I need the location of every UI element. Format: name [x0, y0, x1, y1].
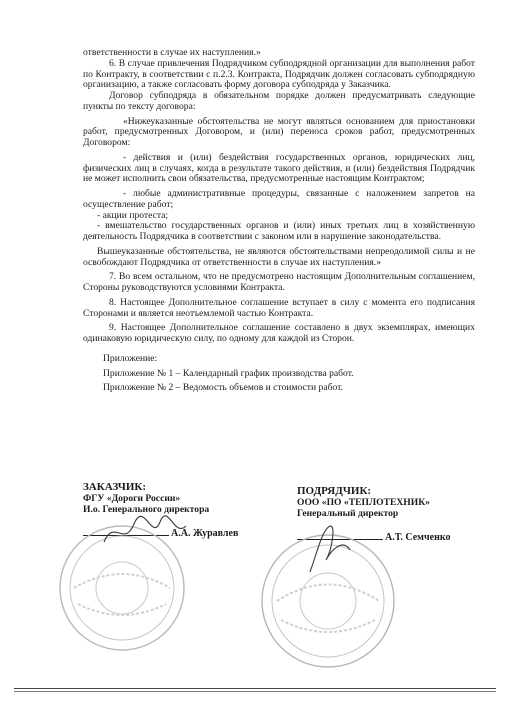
contractor-heading: ПОДРЯДЧИК:	[297, 485, 372, 497]
contractor-position: Генеральный директор	[297, 508, 399, 519]
list-item-state-actions: - действия и (или) бездействия государственных органов, юридических лиц, физических лиц в случаях, когда в результате такого действия, и (или) бездействия Подрядчик не может исполнить свои обязательства, предусмотренные настоящим Контрактом;	[83, 151, 475, 185]
contract-body	[83, 48, 475, 394]
contractor-signature-icon	[300, 520, 360, 580]
list-item-administrative: - любые административные процедуры, связанные с наложением запретов на осуществление работ;	[83, 188, 475, 210]
bottom-edge-rule	[14, 688, 496, 692]
attachment-item-2: Приложение № 2 – Ведомость объемов и стоимости работ.	[103, 382, 343, 394]
contractor-signatory: А.Т. Семченко	[385, 532, 451, 543]
paragraph-clause-7: 7. Во всем остальном, что не предусмотрено настоящим Дополнительным соглашением, Стороны руководствуются условиями Контракта.	[83, 271, 475, 293]
contractor-organization: ООО «ПО «ТЕПЛОТЕХНИК»	[297, 497, 430, 508]
paragraph-force-circumstances: «Нижеуказанные обстоятельства не могут являться основанием для приостановки работ, предусмотренных Договором, и (или) переноса сроков работ, предусмотренных Договором:	[83, 115, 475, 148]
attachment-item-1: Приложение № 1 – Календарный график производства работ.	[103, 367, 354, 379]
paragraph-clause-6: 6. В случае привлечения Подрядчиком субподрядной организации для выполнения работ по Контракту, в соответствии с п.2.3. Контракта, Подрядчик должен согласовать субподрядную организацию, а также согласовать форму договора субподряда у Заказчика.	[83, 57, 475, 91]
paragraph-clause-8: 8. Настоящее Дополнительное соглашение вступает в силу с момента его подписания Сторонами и является неотъемлемой частью Контракта.	[83, 296, 475, 319]
customer-organization: ФГУ «Дороги России»	[83, 493, 181, 504]
paragraph-continuation: ответственности в случае их наступления.»	[83, 47, 261, 58]
list-item-protests: - акции протеста;	[97, 209, 169, 221]
customer-signatory: А.А. Журавлев	[171, 528, 239, 539]
list-item-interference: - вмешательство государственных органов и (или) иных третьих лиц в хозяйственную деятельность Подрядчика в соответствии с законом или в нарушение законодательства.	[83, 220, 475, 242]
customer-signature-icon	[100, 512, 190, 552]
customer-position: И.о. Генерального директора	[83, 504, 210, 515]
attachments-heading: Приложение:	[103, 352, 158, 364]
paragraph-subcontract-terms: Договор субподряда в обязательном порядке должен предусматривать следующие пункты по тексту договора:	[83, 90, 475, 112]
paragraph-not-force-majeure: Вышеуказанные обстоятельства, не являются обстоятельствами непреодолимой силы и не освобождают Подрядчика от ответственности в случае их наступления.»	[83, 245, 475, 268]
paragraph-clause-9: 9. Настоящее Дополнительное соглашение составлено в двух экземплярах, имеющих одинаковую юридическую силу, по одному для каждой из Сторон.	[83, 322, 475, 344]
customer-heading: ЗАКАЗЧИК:	[83, 481, 147, 493]
